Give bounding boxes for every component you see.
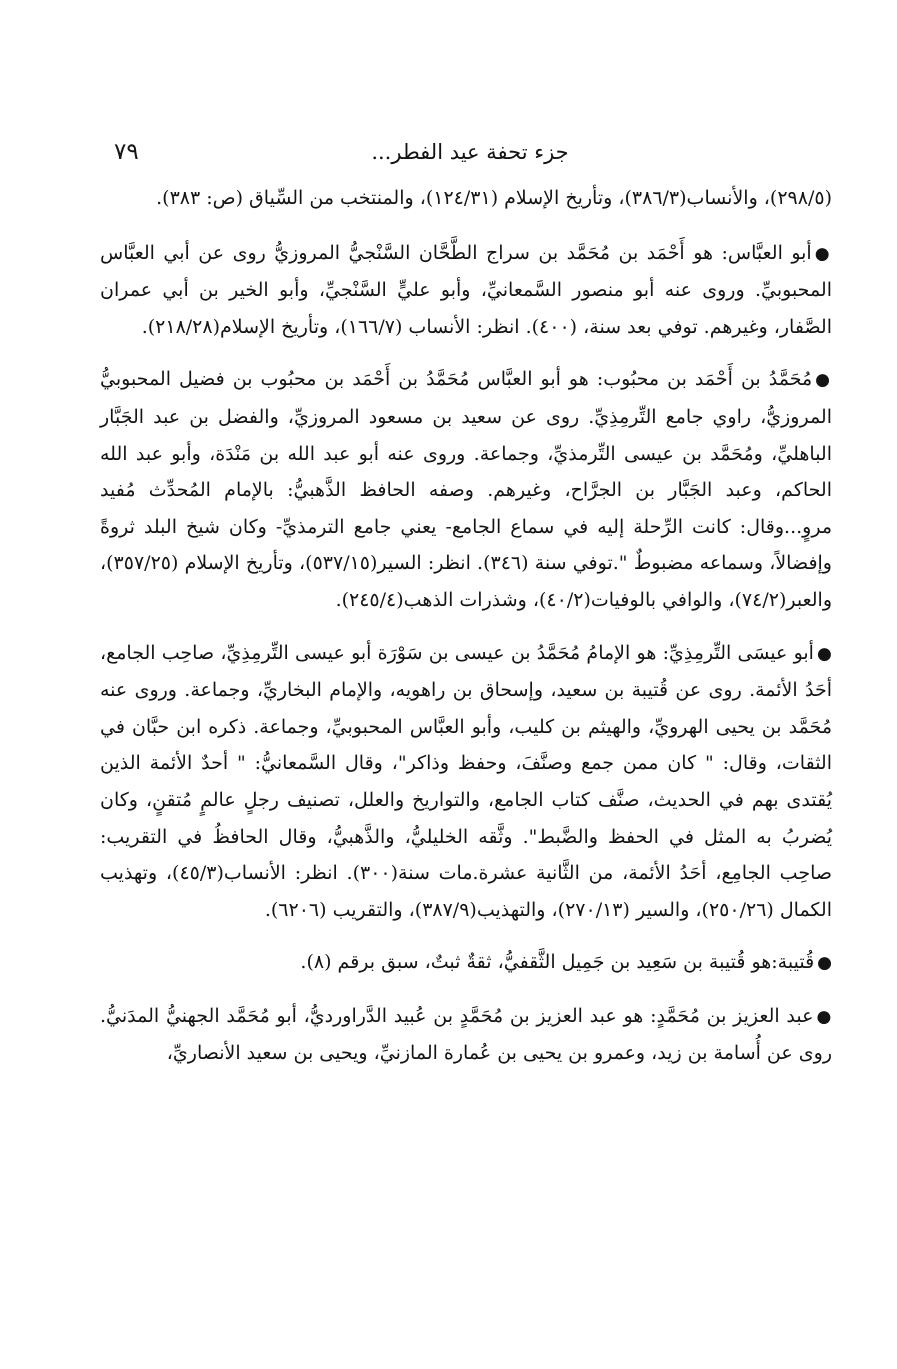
bullet-icon: ● [817, 953, 832, 974]
entry-text: هو الإمامُ مُحَمَّدُ بن عيسى بن سَوْرَة أبو عيسى التِّرمِذِيِّ، صاحِب الجامع، أحَدُ الأئمة. روى عن قُتيبة بن سعيد، وإسحاق بن راهويه، والإمام البخاريِّ، وجماعة. وروى عنه مُحَمَّد بن يحيى الهرويِّ، والهيثم بن كليب، وأبو العبَّاس المحبوبيِّ، وجماعة. ذكره ابن حبَّان في الثقات، وقال: " كان ممن جمع وصنَّفَ، وحفظ وذاكر"، وقال السَّمعانيُّ: " أحدٌ الأئمة الذين يُقتدى بهم في الحديث، صنَّف كتاب الجامع، والتواريخ والعلل، تصنيف رجلٍ عالمٍ مُتقنٍ، وكان يُضربُ به المثل في الحفظ والضَّبط". وثَّقه الخليليُّ، والذَّهبيُّ، وقال الحافظُ في التقريب: صاحِب الجامِع، أحَدُ الأئمة، من الثَّانية عشرة.مات سنة(٣٠٠). انظر: الأنساب(٤٥/٣)، وتهذيب الكمال (٢٥٠/٢٦)، والسير (٢٧٠/١٣)، والتهذيب(٣٨٧/٩)، والتقريب (٦٢٠٦). [100, 641, 832, 921]
entry-muhammad-bin-ahmad [100, 361, 832, 618]
bullet-icon: ● [815, 370, 832, 391]
bullet-icon: ● [816, 643, 832, 664]
bullet-icon: ● [814, 243, 832, 264]
running-title: جزء تحفة عيد الفطر... [371, 140, 569, 164]
entry-abu-al-abbas [100, 235, 832, 346]
page-header [110, 136, 830, 176]
entry-name: قُتيبة: [771, 951, 815, 974]
entry-qutayba [100, 944, 832, 982]
entry-name: أبو العبَّاس: [721, 241, 812, 264]
entry-continuation [100, 180, 832, 217]
entry-name: مُحَمَّدُ بن أَحْمَد بن محبُوب: [596, 368, 813, 391]
entry-text: (٢٩٨/٥)، والأنساب(٣٨٦/٣)، وتأريخ الإسلام (١٢٤/٣١)، والمنتخب من السِّياق (ص: ٣٨٣). [156, 187, 832, 209]
page-body [100, 180, 832, 1088]
entry-abdulaziz [100, 998, 832, 1072]
entry-name: عبد العزيز بن مُحَمَّدٍ: [650, 1004, 814, 1027]
page-number: ٧٩ [114, 139, 139, 165]
entry-text: هو أَحْمَد بن مُحَمَّد بن سراج الطَّحَّان السَّنْجيُّ المروزيُّ روى عن أبي العبَّاس المحبوبيِّ. وروى عنه أبو منصور السَّمعانيِّ، وأبو عليٍّ السَّنْجيِّ، وأبو الخير بن أبي عمران الصَّفار، وغيرهم. توفي بعد سنة، (٤٠٠). انظر: الأنساب (١٦٦/٧)، وتأريخ الإسلام(٢١٨/٢٨). [100, 241, 832, 338]
entry-text: هو قُتيبة بن سَعِيد بن جَمِيل الثَّقفيُّ، ثقةٌ ثبتٌ، سبق برقم (٨). [300, 951, 772, 974]
entry-text: هو عبد العزيز بن مُحَمَّدٍ بن عُبيد الدَّراورديُّ، أبو مُحَمَّد الجهنيُّ المدَنيُّ. روى عن أُسامة بن زيد، وعمرو بن يحيى بن عُمارة المازنيِّ، ويحيى بن سعيد الأنصاريِّ، [100, 1004, 832, 1065]
entry-abu-isa-tirmidhi [100, 635, 832, 929]
entry-name: أبو عيسَى التِّرمِذِيِّ: [662, 641, 814, 664]
entry-text: هو أبو العبَّاس مُحَمَّدُ بن أَحْمَد بن محبُوب بن فضيل المحبوبيُّ المروزيُّ، راوي جامع التِّرمِذِيِّ. روى عن سعيد بن مسعود المروزيِّ، والفضل بن عبد الجَبَّار الباهليِّ، ومُحَمَّد بن عيسى التِّرمذيِّ، وجماعة. وروى عنه أبو عبد الله بن مَنْدَة، وأبو عبد الله الحاكم، وعبد الجَبَّار بن الجرَّاح، وغيرهم. وصفه الحافظ الذَّهبيُّ: بالإمام المُحدِّث مُفيد مروٍ...وقال: كانت الرِّحلة إليه في سماع الجامع- يعني جامع الترمذيِّ- وكان شيخ البلد ثروةً وإفضالاً، وسماعه مضبوطٌ ".توفي سنة (٣٤٦). انظر: السير(٥٣٧/١٥)، وتأريخ الإسلام (٣٥٧/٢٥)، والعبر(٧٤/٢)، والوافي بالوفيات(٤٠/٢)، وشذرات الذهب(٢٤٥/٤). [100, 368, 832, 611]
bullet-icon: ● [816, 1006, 832, 1027]
